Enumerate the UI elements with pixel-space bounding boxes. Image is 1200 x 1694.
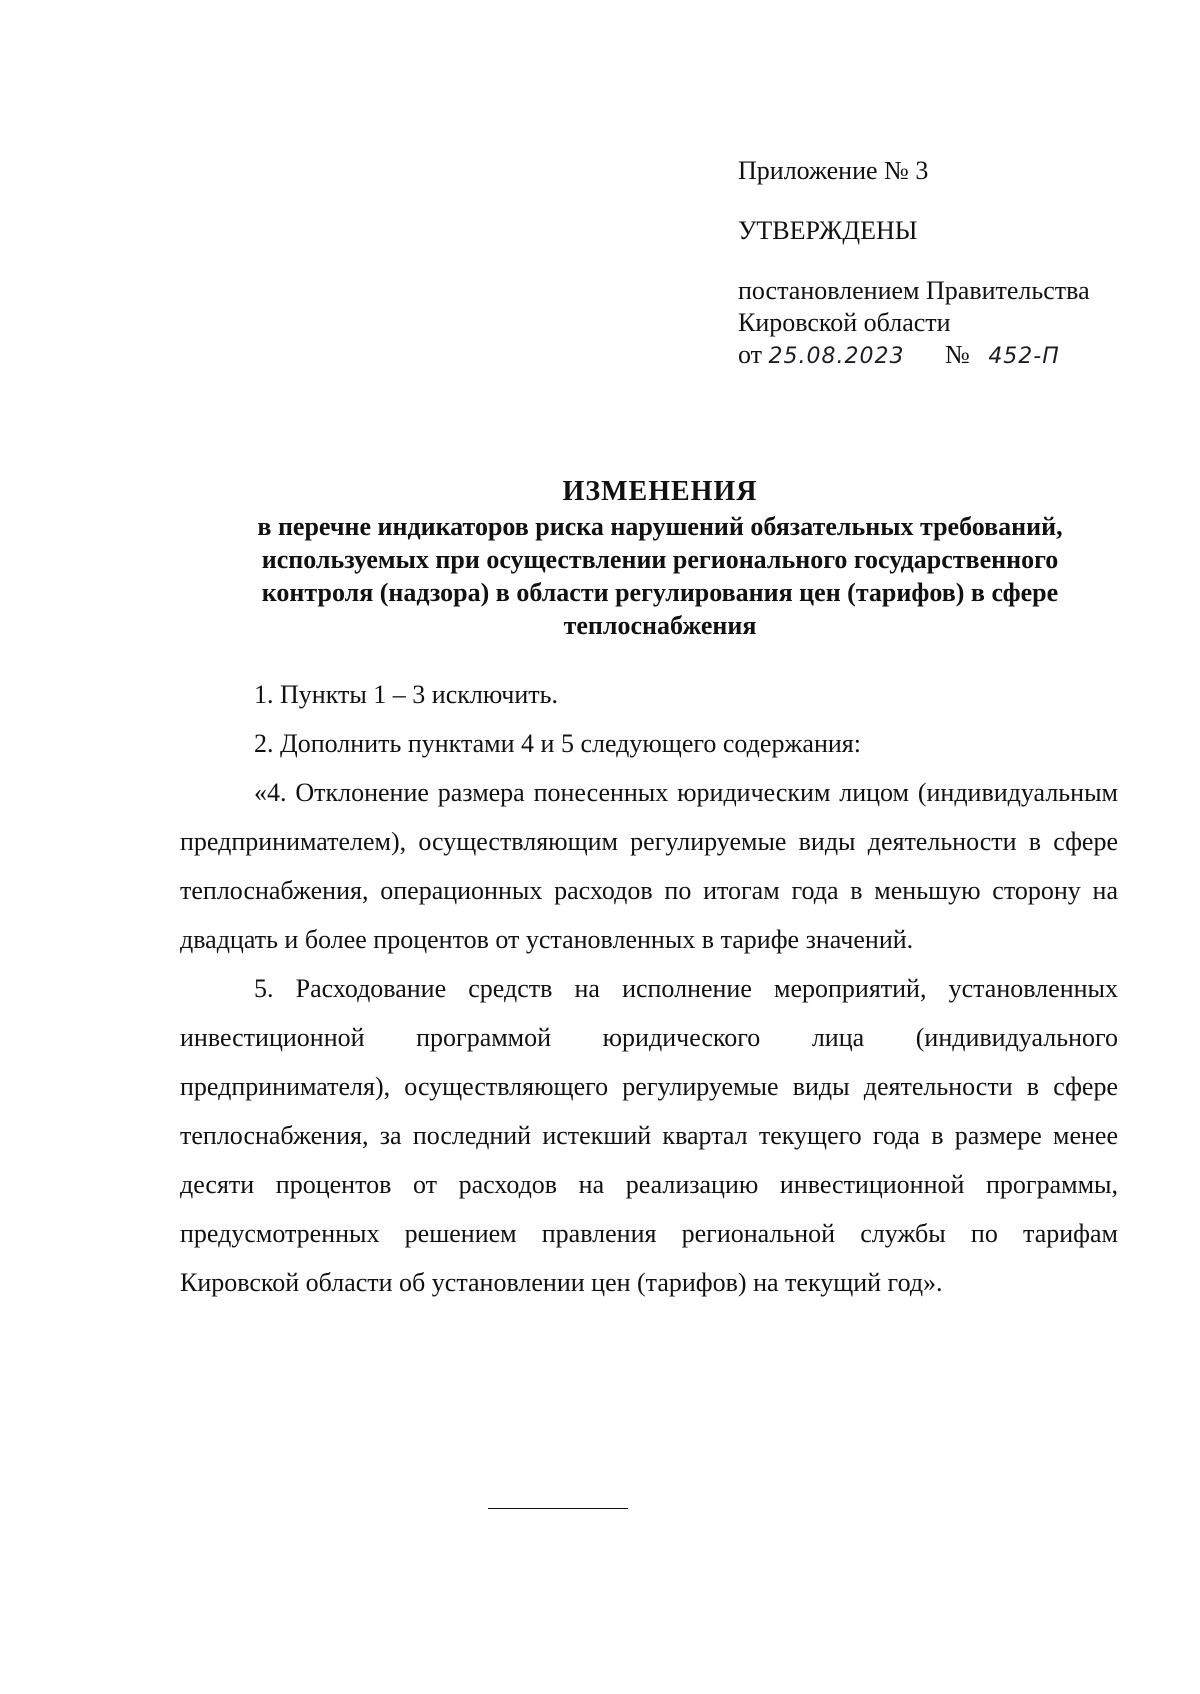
title-line-3: контроля (надзора) в области регулирования цен (тарифов) в сфере (261, 578, 1059, 607)
resolution-date-number (738, 339, 1138, 373)
number-label: № (945, 340, 970, 369)
attachment-header (738, 155, 1138, 373)
document-title (180, 475, 1140, 642)
end-divider-line (488, 1508, 628, 1509)
title-line-1: в перечне индикаторов риска нарушений обязательных требований, (257, 512, 1063, 541)
handwritten-date: 25.08.2023 (768, 344, 905, 369)
title-main: ИЗМЕНЕНИЯ (562, 476, 758, 507)
approved-label: УТВЕРЖДЕНЫ (738, 216, 918, 245)
approved-by-line1: постановлением Правительства (738, 276, 1090, 305)
title-line-2: используемых при осуществлении регионального государственного (261, 545, 1059, 574)
document-body (180, 670, 1118, 1307)
item-1-paragraph: 1. Пункты 1 – 3 исключить. (254, 680, 559, 709)
handwritten-number: 452-П (988, 344, 1060, 369)
item-4-paragraph: «4. Отклонение размера понесенных юридическим лицом (индивидуальным предпринимателем), осуществляющим регулируемые виды деятельности в сфере теплоснабжения, операционных расходов по итогам года в меньшую сторону на двадцать и более процентов от установленных в тарифе значений. (180, 778, 1118, 954)
approved-by-line2: Кировской области (738, 308, 951, 337)
date-prefix: от (738, 340, 763, 369)
item-2-paragraph: 2. Дополнить пунктами 4 и 5 следующего содержания: (254, 729, 861, 758)
item-5-paragraph: 5. Расходование средств на исполнение мероприятий, установленных инвестиционной программой юридического лица (индивидуального предпринимателя), осуществляющего регулируемые виды деятельности в сфере теплоснабжения, за последний истекший квартал текущего года в размере менее десяти процентов от расходов на реализацию инвестиционной программы, предусмотренных решением правления региональной службы по тарифам Кировской области об установлении цен (тарифов) на текущий год». (180, 974, 1118, 1297)
title-line-4: теплоснабжения (563, 611, 757, 640)
attachment-number: Приложение № 3 (738, 156, 929, 185)
